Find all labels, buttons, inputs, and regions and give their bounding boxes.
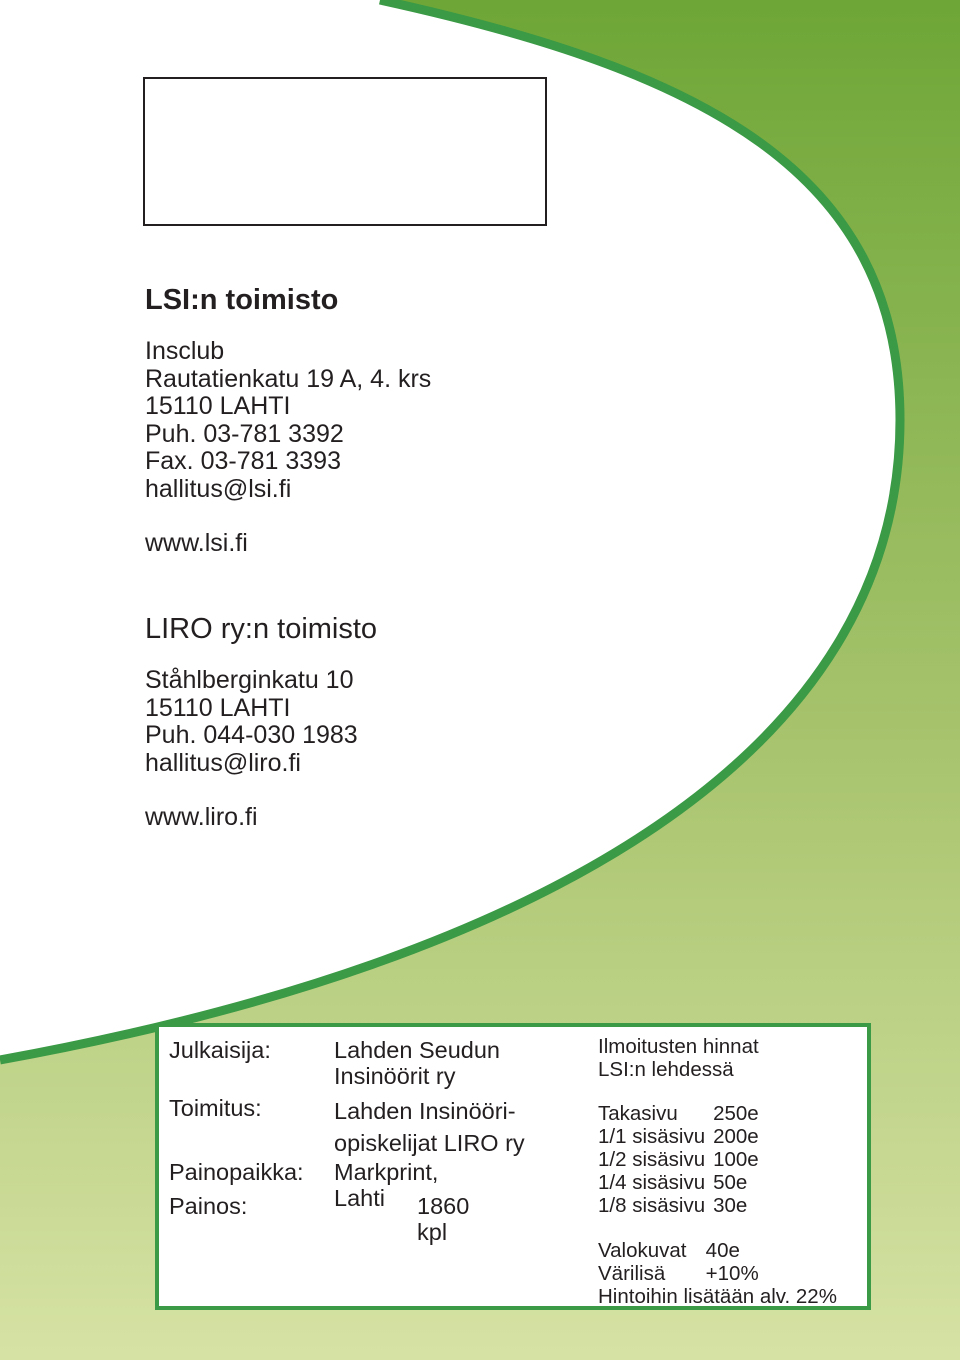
price-item: Valokuvat <box>598 1239 687 1262</box>
price-value: 40e <box>705 1239 740 1262</box>
price-row <box>598 1194 759 1217</box>
email-line: hallitus@liro.fi <box>145 748 301 777</box>
liro-office-address <box>145 667 377 777</box>
price-item: 1/4 sisäsivu <box>598 1171 706 1194</box>
price-value: 200e <box>713 1125 759 1148</box>
address-line: 15110 LAHTI <box>145 693 291 722</box>
ad-prices-heading-line: LSI:n lehdessä <box>598 1058 734 1081</box>
liro-office <box>145 612 377 832</box>
address-line: Ståhlberginkatu 10 <box>145 666 354 694</box>
email-line: hallitus@lsi.fi <box>145 474 292 503</box>
publisher-line: Lahden Seudun <box>334 1037 500 1063</box>
price-item: Värilisä <box>598 1262 666 1285</box>
publisher-line: Insinöörit ry <box>334 1063 456 1089</box>
address-line: Rautatienkatu 19 A, 4. krs <box>145 364 432 393</box>
print-run-value: 1860 kpl <box>417 1193 470 1245</box>
price-value: 50e <box>713 1171 748 1194</box>
ad-prices-heading-line: Ilmoitusten hinnat <box>598 1035 759 1058</box>
ad-prices <box>598 1035 837 1308</box>
price-item: 1/8 sisäsivu <box>598 1194 706 1217</box>
lsi-office-title: LSI:n toimisto <box>145 284 339 316</box>
price-item: Takasivu <box>598 1102 678 1125</box>
vat-note: Hintoihin lisätään alv. 22% <box>598 1285 837 1308</box>
editor-line: Lahden Insinööri- <box>334 1098 516 1124</box>
price-row <box>598 1239 759 1262</box>
ad-prices-heading <box>598 1035 759 1081</box>
phone-line: Puh. 044-030 1983 <box>145 721 358 749</box>
price-value: +10% <box>705 1262 759 1285</box>
price-row <box>598 1148 759 1171</box>
lsi-office-address <box>145 338 431 503</box>
editor-label: Toimitus: <box>169 1095 262 1121</box>
lsi-website: www.lsi.fi <box>145 529 248 557</box>
editor-value <box>334 1095 525 1159</box>
price-row <box>598 1125 759 1148</box>
address-line: Insclub <box>145 337 225 365</box>
liro-office-title: LIRO ry:n toimisto <box>145 613 378 645</box>
price-item: 1/1 sisäsivu <box>598 1125 706 1148</box>
printer-label: Painopaikka: <box>169 1159 304 1185</box>
colophon-box <box>155 1023 871 1310</box>
price-value: 100e <box>713 1148 759 1171</box>
liro-website: www.liro.fi <box>145 803 258 831</box>
price-value: 30e <box>713 1194 748 1217</box>
fax-line: Fax. 03-781 3393 <box>145 447 341 475</box>
publisher-value <box>334 1037 500 1089</box>
publisher-label: Julkaisija: <box>169 1037 271 1063</box>
print-run-label: Painos: <box>169 1193 248 1219</box>
ad-extras-table <box>598 1239 759 1285</box>
address-line: 15110 LAHTI <box>145 392 291 420</box>
printer-value: Markprint, Lahti <box>334 1159 439 1211</box>
price-row <box>598 1102 759 1125</box>
price-item: 1/2 sisäsivu <box>598 1148 706 1171</box>
price-value: 250e <box>713 1102 759 1125</box>
price-row <box>598 1171 759 1194</box>
price-row <box>598 1262 759 1285</box>
phone-line: Puh. 03-781 3392 <box>145 419 344 448</box>
address-window <box>143 77 547 226</box>
lsi-office <box>145 283 431 558</box>
editor-line: opiskelijat LIRO ry <box>334 1130 525 1156</box>
ad-size-price-table <box>598 1102 759 1217</box>
